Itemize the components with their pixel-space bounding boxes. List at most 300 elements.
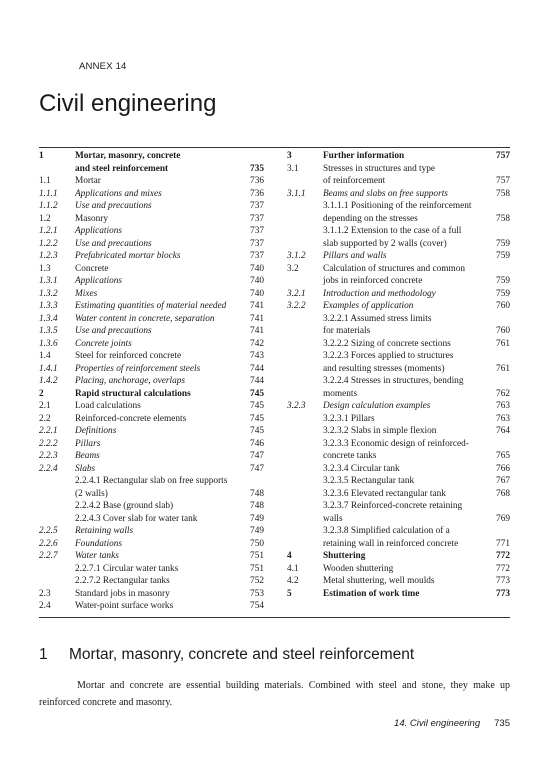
toc-entry bbox=[287, 300, 510, 313]
toc-entry-number bbox=[287, 513, 323, 526]
toc-entry bbox=[287, 525, 510, 538]
toc-entry bbox=[287, 175, 510, 188]
toc-entry-title: jobs in reinforced concrete bbox=[323, 276, 423, 286]
toc-entry bbox=[39, 250, 264, 263]
toc-entry-page bbox=[490, 500, 510, 513]
toc-entry-title: Standard jobs in masonry bbox=[75, 588, 170, 599]
toc-entry-page: 740 bbox=[250, 276, 264, 286]
toc-entry-title: Pillars bbox=[75, 438, 101, 449]
toc-entry-number bbox=[287, 500, 323, 513]
toc-entry bbox=[39, 225, 264, 238]
toc-entry-title: Shuttering bbox=[323, 551, 366, 561]
toc-entry-number bbox=[287, 388, 323, 401]
toc-entry-number bbox=[287, 363, 323, 376]
toc-entry-number: 4.2 bbox=[287, 576, 299, 586]
toc-entry-page: 737 bbox=[250, 213, 264, 224]
toc-entry-number: 2.2.4 bbox=[39, 463, 58, 474]
toc-entry bbox=[287, 325, 510, 338]
toc-entry-title: Water tanks bbox=[75, 551, 119, 561]
toc-entry-page: 767 bbox=[496, 476, 510, 486]
toc-entry-page: 742 bbox=[250, 338, 264, 349]
footer-page-number: 735 bbox=[494, 718, 510, 729]
toc-entry bbox=[287, 163, 510, 176]
toc-entry-page: 744 bbox=[250, 363, 264, 374]
toc-entry-title: Steel for reinforced concrete bbox=[75, 351, 182, 361]
toc-entry bbox=[39, 350, 264, 363]
toc-entry bbox=[39, 575, 264, 588]
toc-entry-title: 3.1.1.1 Positioning of the reinforcement bbox=[323, 201, 472, 211]
toc-entry-title: Introduction and methodology bbox=[323, 288, 436, 299]
toc-entry-title: Retaining walls bbox=[75, 526, 134, 536]
toc-entry bbox=[287, 425, 510, 438]
toc-entry-page: 769 bbox=[496, 513, 510, 524]
toc-entry-number: 2.2.5 bbox=[39, 526, 58, 536]
toc-entry-number: 2.2.1 bbox=[39, 426, 58, 436]
toc-entry-number: 5 bbox=[287, 588, 292, 599]
toc-entry bbox=[287, 288, 510, 301]
toc-entry-page: 754 bbox=[250, 601, 264, 611]
toc-entry-page: 764 bbox=[496, 426, 510, 436]
toc-entry-title: Use and precautions bbox=[75, 201, 152, 211]
toc-entry bbox=[287, 563, 510, 576]
toc-entry bbox=[287, 150, 510, 163]
toc-entry-page: 757 bbox=[496, 176, 510, 186]
toc-entry bbox=[287, 488, 510, 501]
toc-entry bbox=[39, 563, 264, 576]
toc-entry-page: 745 bbox=[250, 401, 264, 411]
toc-entry-title: 3.2.2.3 Forces applied to structures bbox=[323, 351, 454, 361]
toc-top-rule bbox=[39, 147, 510, 148]
toc-entry-number: 1.3.3 bbox=[39, 301, 58, 311]
toc-entry-title: Mortar bbox=[75, 176, 101, 186]
toc-entry-title: Concrete joints bbox=[75, 338, 132, 349]
toc-entry-page: 736 bbox=[250, 188, 264, 199]
toc-entry bbox=[287, 238, 510, 251]
toc-entry-number bbox=[287, 313, 323, 326]
toc-entry-number bbox=[287, 213, 323, 226]
toc-entry-title: Stresses in structures and type bbox=[323, 163, 436, 174]
body-text: Mortar and concrete are essential building materials. Combined with steel and stone, they make up reinforced concrete and masonry. bbox=[39, 680, 510, 708]
toc-entry-page: 763 bbox=[496, 401, 510, 411]
toc-entry-page: 753 bbox=[250, 588, 264, 599]
toc-entry-title: Metal shuttering, well moulds bbox=[323, 576, 435, 586]
toc-entry-number: 1.1 bbox=[39, 176, 51, 186]
page-footer bbox=[300, 718, 510, 729]
toc-entry-title: 3.2.2.2 Sizing of concrete sections bbox=[323, 338, 451, 349]
toc-entry-page bbox=[490, 225, 510, 238]
toc-entry-title: Concrete bbox=[75, 263, 109, 274]
toc-entry bbox=[39, 163, 264, 176]
toc-entry bbox=[287, 275, 510, 288]
toc-entry-title: 2.2.7.1 Circular water tanks bbox=[75, 563, 179, 574]
toc-entry-number bbox=[287, 238, 323, 251]
toc-entry-page: 750 bbox=[250, 538, 264, 549]
toc-entry-page: 749 bbox=[250, 526, 264, 536]
toc-entry-number bbox=[39, 163, 75, 176]
toc-entry bbox=[287, 225, 510, 238]
toc-entry-number: 2.4 bbox=[39, 601, 51, 611]
toc-entry-page: 759 bbox=[496, 238, 510, 249]
toc-entry bbox=[287, 338, 510, 351]
toc-entry-number bbox=[287, 475, 323, 488]
toc-entry-page: 747 bbox=[250, 451, 264, 461]
toc-entry bbox=[39, 463, 264, 476]
toc-entry bbox=[287, 450, 510, 463]
toc-entry-number bbox=[287, 450, 323, 463]
toc-entry bbox=[39, 425, 264, 438]
toc-entry bbox=[39, 538, 264, 551]
toc-entry-title: 2.2.4.3 Cover slab for water tank bbox=[75, 513, 198, 524]
toc-entry bbox=[39, 263, 264, 276]
toc-entry-title: Slabs bbox=[75, 463, 96, 474]
toc-entry bbox=[39, 513, 264, 526]
toc-entry bbox=[39, 338, 264, 351]
toc-entry-number bbox=[287, 538, 323, 551]
toc-entry-page: 737 bbox=[250, 201, 264, 211]
toc-entry-number: 1.2 bbox=[39, 213, 51, 224]
toc-entry bbox=[39, 588, 264, 601]
toc-entry-page bbox=[244, 150, 264, 163]
toc-entry-title: 3.2.3.3 Economic design of reinforced- bbox=[323, 438, 469, 449]
toc-entry-title: 3.1.1.2 Extension to the case of a full bbox=[323, 226, 462, 236]
toc-entry-title: Definitions bbox=[75, 426, 117, 436]
toc-entry bbox=[39, 175, 264, 188]
toc-entry-title: depending on the stresses bbox=[323, 213, 418, 224]
toc-entry bbox=[39, 550, 264, 563]
toc-entry-page: 737 bbox=[250, 238, 264, 249]
toc-entry-number: 1.3.6 bbox=[39, 338, 58, 349]
toc-entry bbox=[287, 413, 510, 426]
toc-entry-page: 740 bbox=[250, 263, 264, 274]
toc-entry-title: Beams and slabs on free supports bbox=[323, 188, 448, 199]
toc-entry-page: 771 bbox=[496, 538, 510, 549]
toc-entry-page: 760 bbox=[496, 301, 510, 311]
toc-entry-number bbox=[287, 350, 323, 363]
toc-entry-number bbox=[39, 488, 75, 501]
toc-entry-number bbox=[287, 488, 323, 501]
toc-entry-page: 763 bbox=[496, 413, 510, 424]
toc-entry-title: Use and precautions bbox=[75, 326, 152, 336]
toc-entry-title: Placing, anchorage, overlaps bbox=[75, 376, 185, 386]
toc-entry bbox=[287, 350, 510, 363]
toc-entry bbox=[287, 200, 510, 213]
toc-entry bbox=[39, 200, 264, 213]
toc-entry-number bbox=[39, 563, 75, 576]
toc-entry bbox=[287, 550, 510, 563]
toc-entry-number bbox=[287, 225, 323, 238]
toc-entry bbox=[39, 275, 264, 288]
toc-entry-number: 1.3.2 bbox=[39, 288, 58, 299]
toc-entry bbox=[287, 500, 510, 513]
toc-entry-number: 1.3 bbox=[39, 263, 51, 274]
toc-entry-number bbox=[287, 275, 323, 288]
toc-entry-title: Mixes bbox=[75, 288, 98, 299]
section-number: 1 bbox=[39, 646, 48, 663]
toc-entry-title: Estimating quantities of material needed bbox=[75, 301, 227, 311]
toc-entry-title: Masonry bbox=[75, 213, 109, 224]
toc-entry-page bbox=[490, 438, 510, 451]
toc-entry-title: 3.2.2.4 Stresses in structures, bending bbox=[323, 376, 464, 386]
toc-entry bbox=[287, 438, 510, 451]
toc-entry bbox=[39, 325, 264, 338]
toc-entry-number bbox=[287, 325, 323, 338]
toc-entry-page: 740 bbox=[250, 288, 264, 299]
toc-entry-title: Water content in concrete, separation bbox=[75, 313, 215, 324]
toc-entry-number: 3.2.3 bbox=[287, 401, 306, 411]
toc-entry-number: 3.1.2 bbox=[287, 251, 306, 261]
toc-entry-number bbox=[39, 513, 75, 526]
toc-entry-page: 746 bbox=[250, 438, 264, 449]
toc-entry bbox=[39, 300, 264, 313]
toc-entry-page bbox=[490, 525, 510, 538]
toc-entry bbox=[39, 400, 264, 413]
toc-entry-number: 1.4 bbox=[39, 351, 51, 361]
toc-entry-page: 768 bbox=[496, 488, 510, 499]
toc-entry-title: Prefabricated mortar blocks bbox=[75, 251, 181, 261]
toc-entry-title: slab supported by 2 walls (cover) bbox=[323, 238, 447, 249]
toc-entry bbox=[39, 488, 264, 501]
toc-entry bbox=[39, 525, 264, 538]
toc-entry bbox=[287, 263, 510, 276]
toc-entry-title: Mortar, masonry, concrete bbox=[75, 151, 181, 161]
toc-entry-number: 1.2.2 bbox=[39, 238, 58, 249]
toc-entry-title: 3.2.3.7 Reinforced-concrete retaining bbox=[323, 501, 463, 511]
toc-entry-title: Applications bbox=[75, 276, 122, 286]
toc-entry-page: 737 bbox=[250, 251, 264, 261]
toc-entry-number bbox=[287, 463, 323, 476]
toc-entry-title: and steel reinforcement bbox=[75, 163, 169, 174]
toc-entry-page: 760 bbox=[496, 326, 510, 336]
toc-entry-title: Applications and mixes bbox=[75, 188, 162, 199]
toc-entry bbox=[287, 588, 510, 601]
toc-entry-page: 751 bbox=[250, 551, 264, 561]
toc-entry-number: 2.2 bbox=[39, 413, 51, 424]
toc-entry-number: 3.1.1 bbox=[287, 188, 306, 199]
toc-entry-page bbox=[244, 475, 264, 488]
toc-entry-number: 1.2.1 bbox=[39, 226, 58, 236]
toc-entry bbox=[287, 213, 510, 226]
toc-entry-title: Calculation of structures and common bbox=[323, 263, 465, 274]
toc-entry-title: moments bbox=[323, 388, 358, 399]
toc-entry-title: 3.2.3.2 Slabs in simple flexion bbox=[323, 426, 437, 436]
toc-entry-page bbox=[490, 350, 510, 363]
toc-entry-page: 766 bbox=[496, 463, 510, 474]
toc-entry-page: 751 bbox=[250, 563, 264, 574]
toc-entry-title: 3.2.2.1 Assumed stress limits bbox=[323, 313, 432, 324]
toc-entry-number bbox=[39, 475, 75, 488]
toc-entry-title: Load calculations bbox=[75, 401, 141, 411]
toc-entry-number bbox=[39, 500, 75, 513]
toc-entry-page: 757 bbox=[496, 151, 510, 161]
annex-label: ANNEX 14 bbox=[79, 61, 127, 72]
toc-entry-number: 1.4.2 bbox=[39, 376, 58, 386]
toc-entry-title: of reinforcement bbox=[323, 176, 386, 186]
toc-entry-title: 2.2.4.1 Rectangular slab on free supports bbox=[75, 476, 228, 486]
toc-entry-page: 758 bbox=[496, 213, 510, 224]
toc-entry bbox=[287, 463, 510, 476]
toc-entry-page: 737 bbox=[250, 226, 264, 236]
toc-right-column bbox=[287, 150, 510, 600]
toc-entry-page: 773 bbox=[496, 588, 510, 599]
toc-entry-page: 749 bbox=[250, 513, 264, 524]
toc-entry-number: 2.3 bbox=[39, 588, 51, 599]
toc-entry-title: Design calculation examples bbox=[323, 401, 431, 411]
toc-entry-number: 2.2.2 bbox=[39, 438, 58, 449]
toc-entry bbox=[287, 313, 510, 326]
toc-entry-page: 761 bbox=[496, 363, 510, 374]
toc-entry-title: concrete tanks bbox=[323, 451, 377, 461]
toc-entry bbox=[39, 388, 264, 401]
toc-entry-number bbox=[287, 438, 323, 451]
toc-entry-title: 2.2.4.2 Base (ground slab) bbox=[75, 501, 174, 511]
toc-entry-title: Pillars and walls bbox=[323, 251, 387, 261]
toc-entry-title: 2.2.7.2 Rectangular tanks bbox=[75, 576, 170, 586]
toc-entry-page: 736 bbox=[250, 176, 264, 186]
toc-entry-number: 1.1.2 bbox=[39, 201, 58, 211]
toc-entry-page bbox=[490, 200, 510, 213]
body-paragraph bbox=[39, 677, 510, 711]
toc-entry-number: 3.2.1 bbox=[287, 288, 306, 299]
toc-entry-number: 4 bbox=[287, 551, 292, 561]
toc-entry bbox=[39, 150, 264, 163]
toc-entry-page: 741 bbox=[250, 313, 264, 324]
toc-entry-page: 765 bbox=[496, 451, 510, 461]
toc-entry-number: 2.2.3 bbox=[39, 451, 58, 461]
toc-entry-number bbox=[287, 375, 323, 388]
toc-entry-page: 758 bbox=[496, 188, 510, 199]
toc-entry-number: 1.4.1 bbox=[39, 363, 58, 374]
toc-entry-number: 3.2 bbox=[287, 263, 299, 274]
toc-entry-title: 3.2.3.6 Elevated rectangular tank bbox=[323, 488, 446, 499]
toc-entry bbox=[39, 238, 264, 251]
toc-entry-number: 1 bbox=[39, 151, 44, 161]
toc-entry-page: 752 bbox=[250, 576, 264, 586]
toc-entry-title: Estimation of work time bbox=[323, 588, 420, 599]
toc-entry bbox=[39, 475, 264, 488]
toc-entry-number bbox=[287, 200, 323, 213]
toc-entry-page bbox=[490, 163, 510, 176]
toc-entry bbox=[287, 475, 510, 488]
toc-entry-number: 3.1 bbox=[287, 163, 299, 174]
toc-entry bbox=[287, 575, 510, 588]
toc-entry-number bbox=[287, 338, 323, 351]
toc-bottom-rule bbox=[39, 617, 510, 618]
toc-entry-title: walls bbox=[323, 513, 343, 524]
toc-entry-title: 3.2.3.8 Simplified calculation of a bbox=[323, 526, 450, 536]
toc-entry-page: 761 bbox=[496, 338, 510, 349]
toc-entry-title: Wooden shuttering bbox=[323, 563, 394, 574]
toc-entry bbox=[39, 188, 264, 201]
toc-entry bbox=[39, 363, 264, 376]
toc-entry bbox=[39, 375, 264, 388]
toc-entry-number: 2.1 bbox=[39, 401, 51, 411]
toc-entry-number: 2.2.6 bbox=[39, 538, 58, 549]
toc-entry-page: 741 bbox=[250, 301, 264, 311]
footer-chapter-title: 14. Civil engineering bbox=[394, 718, 481, 729]
toc-entry-page: 735 bbox=[250, 163, 264, 174]
toc-entry-page: 745 bbox=[250, 413, 264, 424]
toc-entry-number bbox=[287, 525, 323, 538]
toc-entry-page bbox=[490, 263, 510, 276]
toc-entry-title: and resulting stresses (moments) bbox=[323, 363, 445, 374]
toc-entry-title: for materials bbox=[323, 326, 371, 336]
section-heading bbox=[39, 645, 414, 665]
toc-entry-page: 773 bbox=[496, 576, 510, 586]
toc-entry-number: 1.3.1 bbox=[39, 276, 58, 286]
toc-entry bbox=[287, 188, 510, 201]
toc-entry-number: 4.1 bbox=[287, 563, 299, 574]
toc-entry-number: 1.1.1 bbox=[39, 188, 58, 199]
section-title: Mortar, masonry, concrete and steel reinforcement bbox=[69, 646, 415, 663]
toc-entry-number bbox=[287, 425, 323, 438]
chapter-title: Civil engineering bbox=[39, 90, 217, 117]
toc-entry-number: 2.2.7 bbox=[39, 551, 58, 561]
toc-entry-number: 1.3.5 bbox=[39, 326, 58, 336]
toc-entry-page: 748 bbox=[250, 501, 264, 511]
toc-entry-page: 747 bbox=[250, 463, 264, 474]
toc-entry-page: 748 bbox=[250, 488, 264, 499]
toc-entry-page bbox=[490, 313, 510, 326]
toc-entry bbox=[287, 250, 510, 263]
toc-entry-title: Water-point surface works bbox=[75, 601, 174, 611]
toc-entry-title: 3.2.3.5 Rectangular tank bbox=[323, 476, 415, 486]
toc-entry bbox=[39, 288, 264, 301]
toc-entry-title: 3.2.3.4 Circular tank bbox=[323, 463, 400, 474]
toc-entry-number: 1.3.4 bbox=[39, 313, 58, 324]
toc-entry bbox=[39, 600, 264, 613]
toc-entry-title: retaining wall in reinforced concrete bbox=[323, 538, 459, 549]
toc-entry bbox=[287, 400, 510, 413]
toc-entry-title: Further information bbox=[323, 151, 405, 161]
toc-entry-page: 745 bbox=[250, 426, 264, 436]
toc-entry bbox=[287, 388, 510, 401]
toc-entry-title: Foundations bbox=[75, 538, 123, 549]
toc-entry-page: 744 bbox=[250, 376, 264, 386]
toc-entry-page: 772 bbox=[496, 551, 510, 561]
toc-entry-number: 1.2.3 bbox=[39, 251, 58, 261]
toc-entry-number: 3.2.2 bbox=[287, 301, 306, 311]
toc-entry bbox=[287, 375, 510, 388]
toc-entry-title: Beams bbox=[75, 451, 100, 461]
toc-entry-title: 3.2.3.1 Pillars bbox=[323, 413, 375, 424]
toc-entry-page: 759 bbox=[496, 251, 510, 261]
toc-entry bbox=[39, 500, 264, 513]
toc-entry-number bbox=[39, 575, 75, 588]
toc-entry-page bbox=[490, 375, 510, 388]
toc-entry-number: 2 bbox=[39, 388, 44, 399]
toc-entry-number bbox=[287, 175, 323, 188]
toc-entry-page: 743 bbox=[250, 351, 264, 361]
toc-entry-title: Use and precautions bbox=[75, 238, 152, 249]
toc-entry-page: 745 bbox=[250, 388, 264, 399]
toc-entry bbox=[39, 313, 264, 326]
toc-entry bbox=[39, 213, 264, 226]
toc-entry bbox=[39, 413, 264, 426]
toc-entry-title: Applications bbox=[75, 226, 122, 236]
toc-entry-page: 759 bbox=[496, 276, 510, 286]
toc-entry-number bbox=[287, 413, 323, 426]
toc-entry bbox=[287, 363, 510, 376]
toc-entry-title: Reinforced-concrete elements bbox=[75, 413, 187, 424]
toc-entry-title: Examples of application bbox=[323, 301, 414, 311]
toc-entry bbox=[287, 513, 510, 526]
toc-entry-number: 3 bbox=[287, 151, 292, 161]
toc-entry-page: 741 bbox=[250, 326, 264, 336]
toc-entry bbox=[39, 438, 264, 451]
toc-left-column bbox=[39, 150, 264, 613]
toc-entry-title: (2 walls) bbox=[75, 488, 108, 499]
toc-entry-page: 772 bbox=[496, 563, 510, 574]
